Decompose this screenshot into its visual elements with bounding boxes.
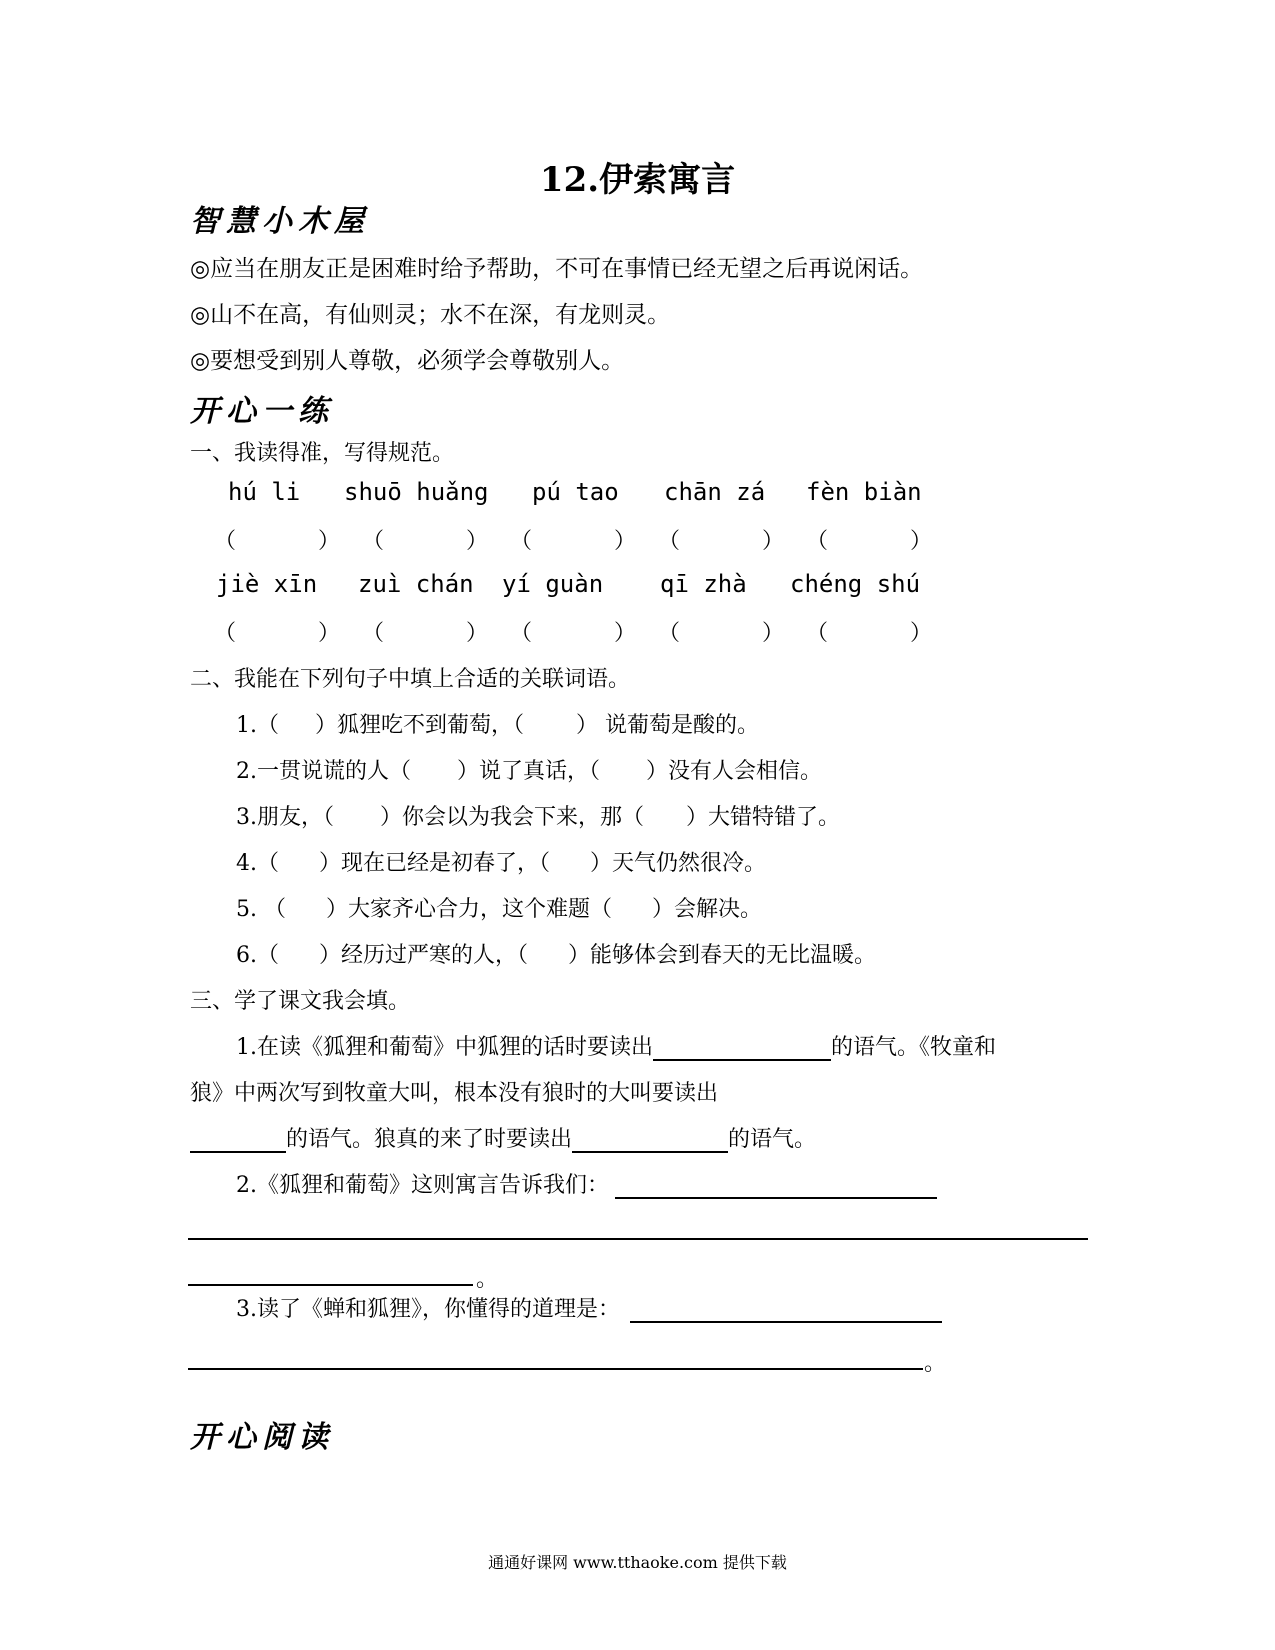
underline-blank [653,1037,831,1061]
fill-sentence-5: 5. （ ）大家齐心合力，这个难题（ ）会解决。 [236,897,763,922]
period-mark: 。 [924,1351,947,1376]
answer-box-close: ） [910,621,933,646]
answer-box-close: ） [762,529,785,554]
fill-sentence-6: 6.（ ）经历过严寒的人，（ ）能够体会到春天的无比温暖。 [236,943,877,968]
answer-box-close: ） [614,621,637,646]
fill-line-1: 1.在读《狐狸和葡萄》中狐狸的话时要读出 的语气。《牧童和 [236,1035,997,1060]
answer-box-open: （ [510,621,533,646]
section-heading-reading: 开心阅读 [190,1420,334,1455]
question-2-heading: 二、我能在下列句子中填上合适的关联词语。 [190,667,631,692]
answer-box-open: （ [658,621,681,646]
answer-box-open: （ [510,529,533,554]
answer-box-open: （ [362,621,385,646]
fill-line-2: 狼》中两次写到牧童大叫，根本没有狼时的大叫要读出 [190,1081,719,1106]
answer-box-close: ） [762,621,785,646]
section-heading-wisdom: 智慧小木屋 [190,204,370,239]
answer-box-close: ） [318,529,341,554]
pinyin-pu-tao: pú tao [532,478,619,506]
fill-sentence-1: 1.（ ）狐狸吃不到葡萄，（ ） 说葡萄是酸的。 [236,713,760,738]
underline-blank [572,1129,728,1153]
answer-box-open: （ [806,529,829,554]
answer-box-close: ） [614,529,637,554]
quote-2: ◎山不在高，有仙则灵；水不在深，有龙则灵。 [190,302,671,328]
pinyin-fen-bian: fèn biàn [806,478,922,506]
answer-box-open: （ [658,529,681,554]
fill-sentence-2: 2.一贯说谎的人（ ）说了真话，（ ）没有人会相信。 [236,759,823,784]
answer-box-open: （ [214,529,237,554]
answer-line [188,1368,923,1370]
fill-line-7: 3.读了《蝉和狐狸》，你懂得的道理是： [236,1292,942,1323]
answer-box-open: （ [806,621,829,646]
answer-line [188,1238,1088,1240]
answer-line [188,1284,473,1286]
quote-1: ◎应当在朋友正是困难时给予帮助，不可在事情已经无望之后再说闲话。 [190,256,924,282]
fill-line-3: 的语气。狼真的来了时要读出 的语气。 [190,1122,816,1153]
answer-box-close: ） [318,621,341,646]
pinyin-zui-chan: zuì chán [358,570,474,598]
question-3-heading: 三、学了课文我会填。 [190,989,411,1014]
pinyin-shuo-huang: shuō huǎng [344,478,489,506]
fill-line-4: 2.《狐狸和葡萄》这则寓言告诉我们： [236,1168,937,1199]
page-title: 12.伊索寓言 [539,160,736,200]
underline-blank [615,1175,937,1199]
pinyin-hu-li: hú li [228,478,301,506]
underline-blank [190,1129,286,1153]
answer-box-open: （ [214,621,237,646]
answer-box-close: ） [466,529,489,554]
answer-box-close: ） [910,529,933,554]
pinyin-cheng-shu: chéng shú [790,570,921,598]
pinyin-yi-guan: yí guàn [502,570,604,598]
pinyin-qi-zha: qī zhà [660,570,747,598]
underline-blank [630,1299,942,1323]
pinyin-jie-xin: jiè xīn [216,570,318,598]
answer-box-open: （ [362,529,385,554]
fill-sentence-3: 3.朋友，（ ）你会以为我会下来，那（ ）大错特错了。 [236,805,841,830]
period-mark: 。 [476,1267,499,1292]
pinyin-chan-za: chān zá [664,478,766,506]
answer-box-close: ） [466,621,489,646]
quote-3: ◎要想受到别人尊敬，必须学会尊敬别人。 [190,348,625,374]
question-1-heading: 一、我读得准，写得规范。 [190,441,455,466]
section-heading-practice: 开心一练 [190,394,334,429]
footer-credit: 通通好课网 www.tthaoke.com 提供下载 [488,1553,787,1572]
fill-sentence-4: 4.（ ）现在已经是初春了，（ ）天气仍然很冷。 [236,851,767,876]
